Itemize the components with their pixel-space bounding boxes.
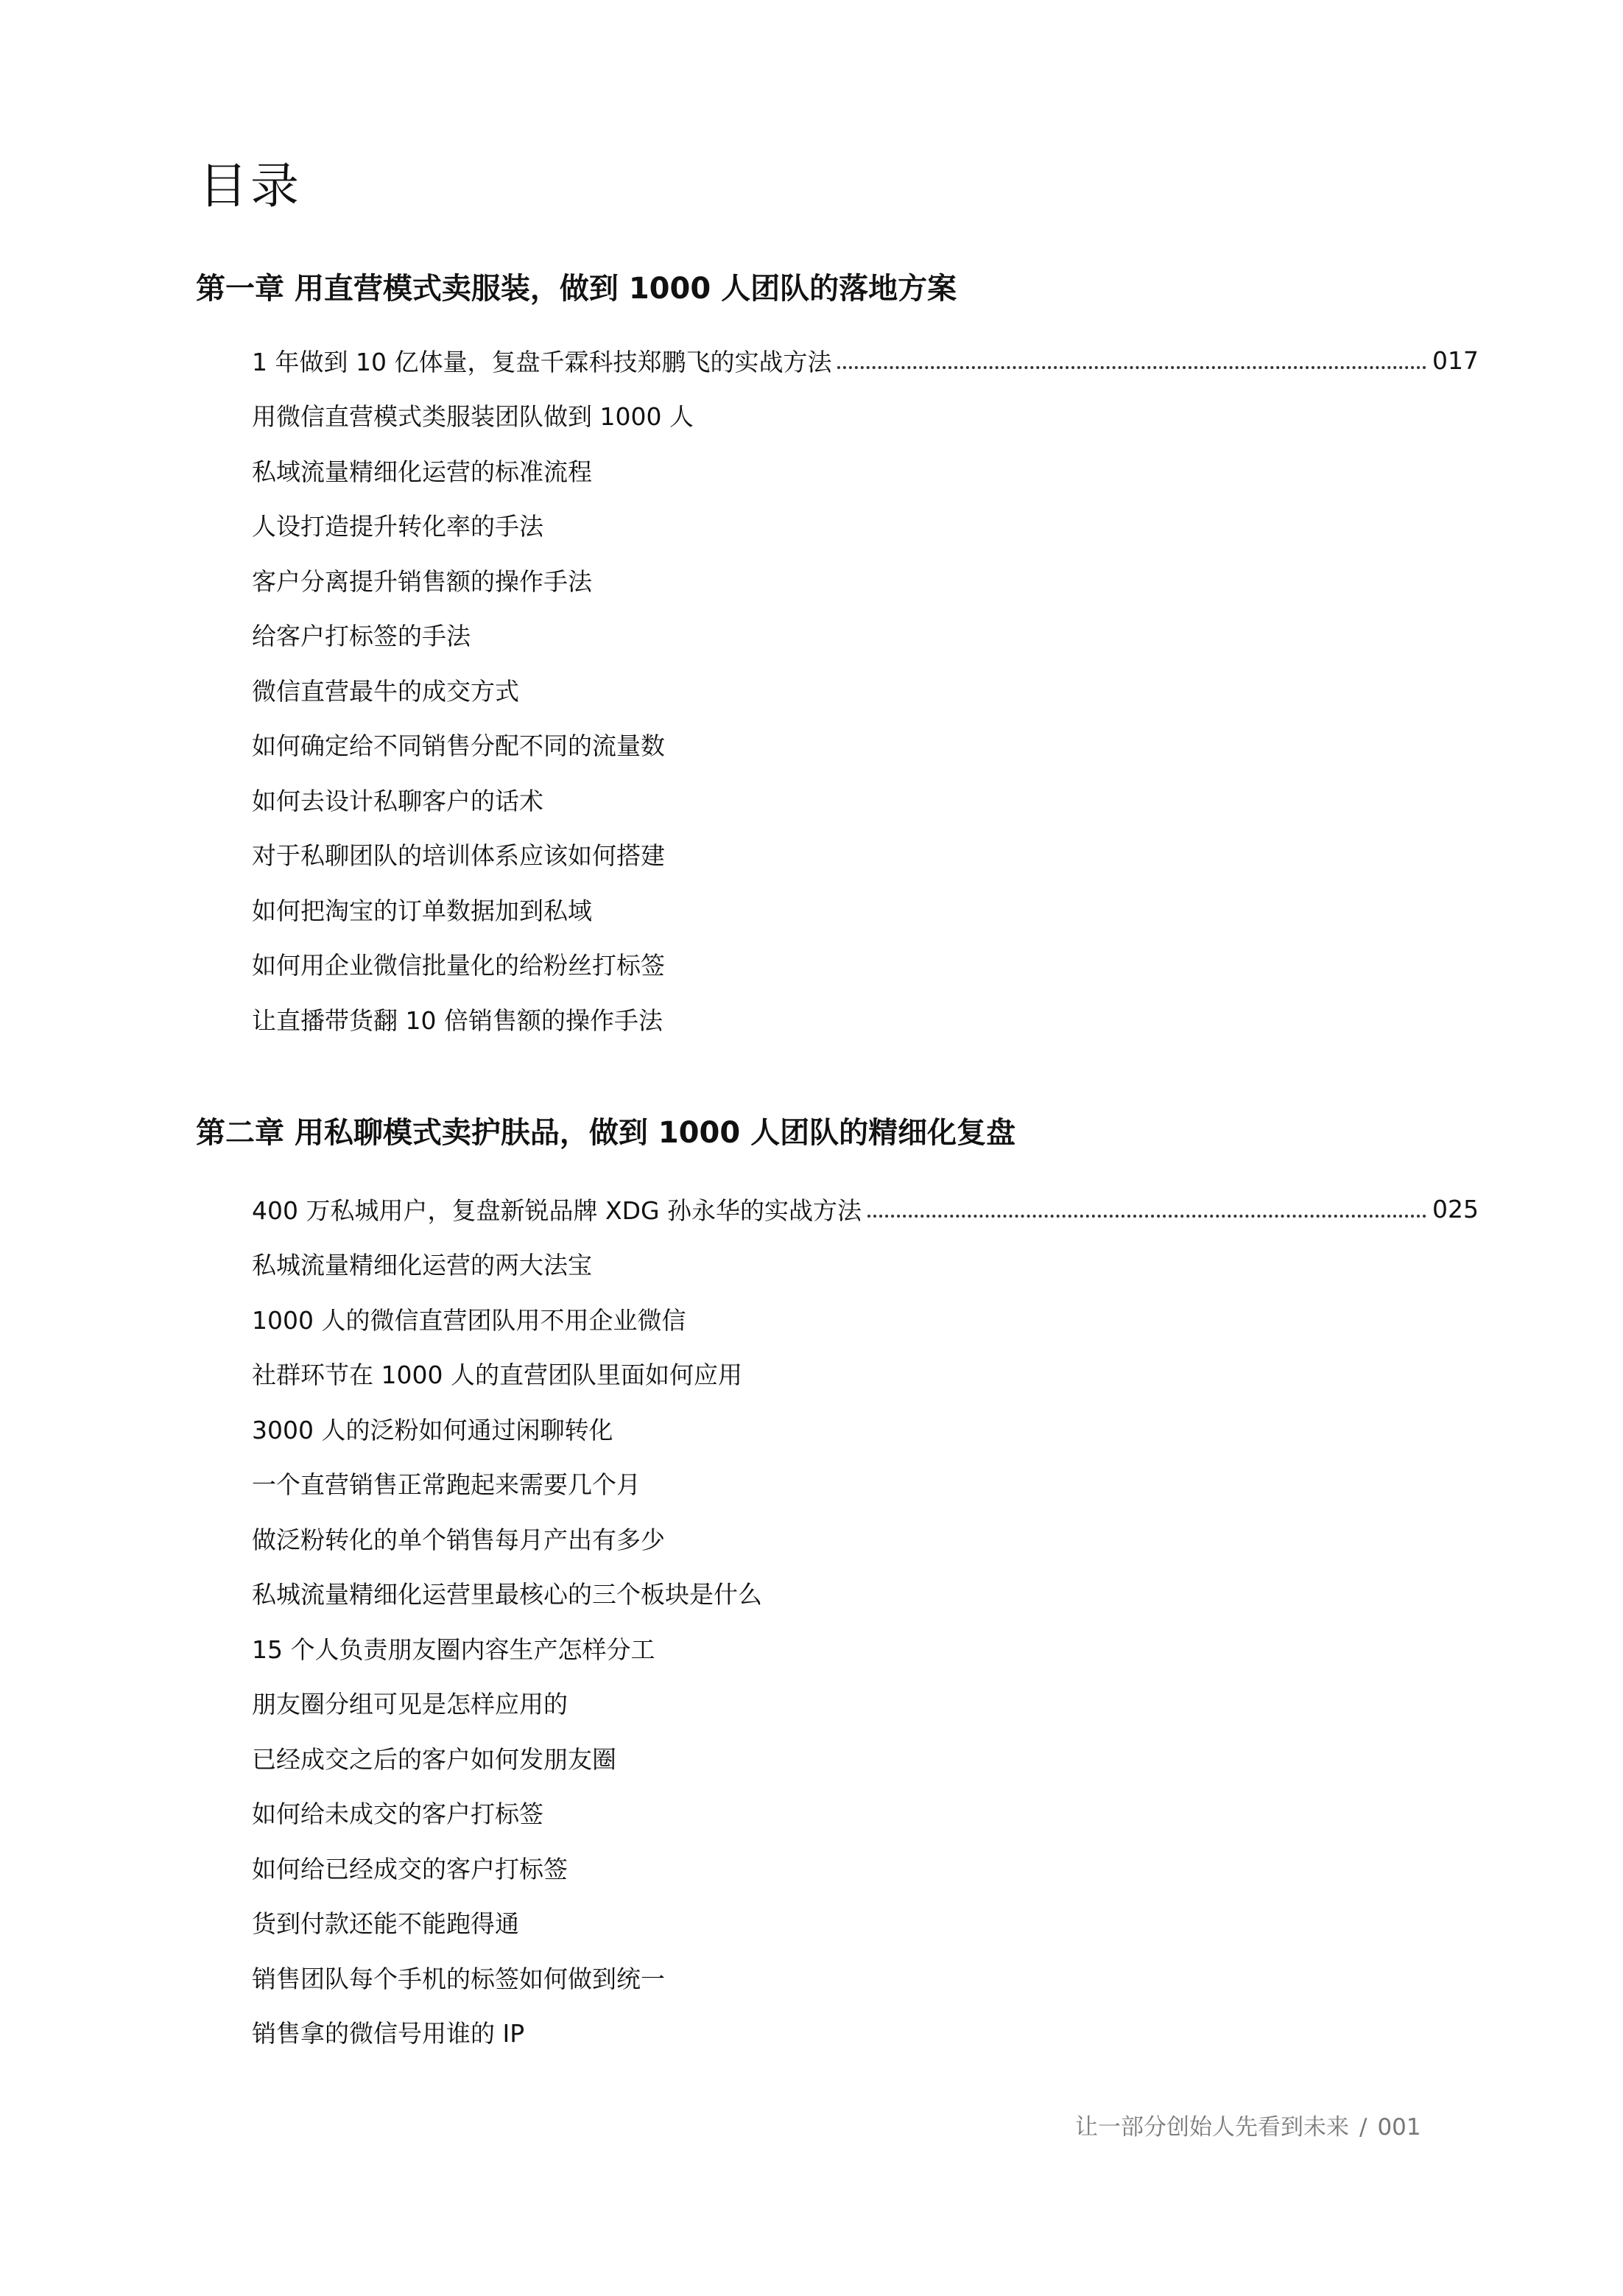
toc-entry[interactable] — [252, 1566, 1492, 1621]
toc-entry-text: 私城流量精细化运营的两大法宝 — [252, 1251, 592, 1280]
toc-entry[interactable] — [252, 937, 1492, 992]
toc-entry-text: 让直播带货翻 10 倍销售额的操作手法 — [252, 1005, 663, 1035]
toc-entry[interactable] — [252, 1401, 1492, 1456]
page-footer — [1075, 2108, 1421, 2141]
toc-entry[interactable] — [252, 1456, 1492, 1512]
toc-entry-text: 货到付款还能不能跑得通 — [252, 1909, 519, 1939]
toc-entry-text: 1 年做到 10 亿体量，复盘千霖科技郑鹏飞的实战方法 — [252, 347, 832, 376]
toc-entry[interactable] — [252, 333, 1479, 388]
dot-leader — [837, 366, 1426, 369]
toc-entry[interactable] — [252, 498, 1492, 553]
toc-entry-text: 一个直营销售正常跑起来需要几个月 — [252, 1470, 641, 1500]
toc-entry[interactable] — [252, 882, 1492, 937]
toc-entry[interactable] — [252, 1950, 1492, 2005]
chapter-title: 第二章 用私聊模式卖护肤品，做到 1000 人团队的精细化复盘 — [196, 1116, 1016, 1150]
toc-entry-text: 人设打造提升转化率的手法 — [252, 512, 543, 541]
toc-entry-text: 如何确定给不同销售分配不同的流量数 — [252, 731, 665, 761]
toc-entry-text: 客户分离提升销售额的操作手法 — [252, 566, 592, 596]
chapter-1 — [196, 267, 1492, 1047]
toc-entry[interactable] — [252, 991, 1492, 1047]
toc-entry-text: 给客户打标签的手法 — [252, 622, 471, 651]
toc-entry[interactable] — [252, 772, 1492, 827]
toc-entry-text: 如何把淘宝的订单数据加到私域 — [252, 896, 592, 925]
page-title: 目录 — [199, 158, 302, 215]
toc-entry-text: 做泛粉转化的单个销售每月产出有多少 — [252, 1525, 665, 1554]
toc-entry[interactable] — [252, 1676, 1492, 1731]
toc-entry-text: 3000 人的泛粉如何通过闲聊转化 — [252, 1415, 613, 1444]
chapter-title: 第一章 用直营模式卖服装，做到 1000 人团队的落地方案 — [196, 272, 957, 306]
toc-entry-text: 销售拿的微信号用谁的 IP — [252, 2019, 525, 2049]
toc-entry-text: 1000 人的微信直营团队用不用企业微信 — [252, 1305, 686, 1335]
toc-entry[interactable] — [252, 1840, 1492, 1895]
toc-entry-text: 如何给未成交的客户打标签 — [252, 1800, 543, 1829]
toc-entry[interactable] — [252, 1182, 1479, 1237]
toc-entry-text: 私城流量精细化运营里最核心的三个板块是什么 — [252, 1580, 762, 1609]
toc-entry-text: 微信直营最牛的成交方式 — [252, 676, 519, 706]
toc-entry-text: 社群环节在 1000 人的直营团队里面如何应用 — [252, 1361, 742, 1390]
toc-entry-text: 400 万私城用户，复盘新锐品牌 XDG 孙永华的实战方法 — [252, 1196, 862, 1225]
toc-entry-text: 15 个人负责朋友圈内容生产怎样分工 — [252, 1635, 655, 1664]
footer-page-number: 001 — [1377, 2114, 1421, 2141]
toc-entry[interactable] — [252, 662, 1492, 717]
toc-entry[interactable] — [252, 1511, 1492, 1566]
toc-entry-text: 如何用企业微信批量化的给粉丝打标签 — [252, 951, 665, 980]
chapter-2 — [196, 1111, 1492, 2060]
toc-entry[interactable] — [252, 1895, 1492, 1951]
toc-entry[interactable] — [252, 1347, 1492, 1402]
toc-entry-text: 用微信直营模式类服装团队做到 1000 人 — [252, 402, 694, 432]
toc-entry[interactable] — [252, 1237, 1492, 1292]
toc-entry[interactable] — [252, 443, 1492, 498]
toc-entry-text: 已经成交之后的客户如何发朋友圈 — [252, 1744, 616, 1774]
toc-entry[interactable] — [252, 552, 1492, 608]
toc-page-number: 017 — [1432, 345, 1479, 375]
toc-entry-text: 如何去设计私聊客户的话术 — [252, 786, 543, 815]
toc-entry[interactable] — [252, 388, 1492, 443]
toc-list — [196, 333, 1492, 1047]
footer-slogan: 让一部分创始人先看到未来 — [1075, 2114, 1349, 2141]
toc-list — [196, 1182, 1492, 2060]
toc-entry-text: 如何给已经成交的客户打标签 — [252, 1854, 568, 1884]
toc-entry[interactable] — [252, 827, 1492, 882]
dot-leader — [867, 1215, 1426, 1218]
toc-entry[interactable] — [252, 1730, 1492, 1786]
toc-entry[interactable] — [252, 1786, 1492, 1841]
footer-separator: / — [1359, 2114, 1367, 2141]
toc-entry-text: 对于私聊团队的培训体系应该如何搭建 — [252, 841, 665, 871]
toc-page-number: 025 — [1432, 1194, 1479, 1224]
toc-entry-text: 销售团队每个手机的标签如何做到统一 — [252, 1964, 665, 1993]
toc-entry[interactable] — [252, 2005, 1492, 2060]
toc-entry[interactable] — [252, 1291, 1492, 1347]
toc-entry[interactable] — [252, 1621, 1492, 1676]
toc-entry[interactable] — [252, 608, 1492, 663]
toc-entry[interactable] — [252, 717, 1492, 773]
toc-entry-text: 私域流量精细化运营的标准流程 — [252, 457, 592, 486]
toc-entry-text: 朋友圈分组可见是怎样应用的 — [252, 1690, 568, 1719]
